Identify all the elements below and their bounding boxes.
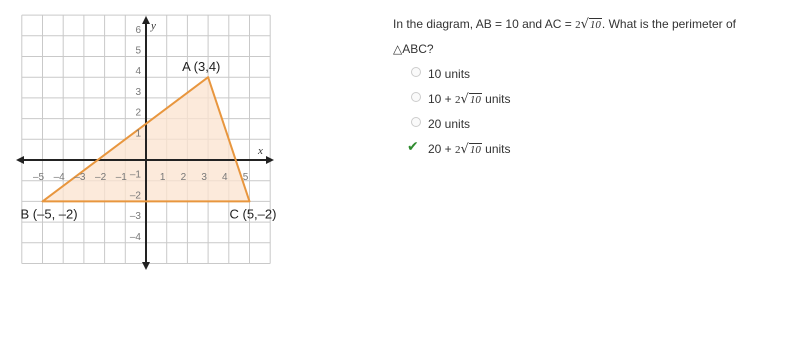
radicand: 10 <box>469 144 481 156</box>
option-text-start: 10 + <box>428 92 456 106</box>
radical-option <box>455 142 482 157</box>
y-tick-label: 2 <box>135 107 141 119</box>
radical-coefficient: 2 <box>575 19 581 31</box>
answer-option-label: 20 units <box>428 117 471 131</box>
y-tick-label: 4 <box>135 66 141 78</box>
x-tick-label: 2 <box>180 172 187 183</box>
y-tick-label: 1 <box>135 128 141 140</box>
y-tick-label: –4 <box>129 231 141 243</box>
y-tick-label: 6 <box>135 24 141 36</box>
y-axis-up-arrow-icon <box>142 16 150 24</box>
y-axis-label: y <box>151 20 156 32</box>
y-tick-label: –2 <box>129 190 141 202</box>
radical-sign: √ <box>460 92 469 107</box>
radio-circle-icon[interactable] <box>411 67 421 77</box>
answer-options <box>393 67 793 167</box>
option-text-end: units <box>481 92 511 106</box>
radical-sign: √ <box>460 142 469 157</box>
answer-option-label: 10 units <box>428 67 471 81</box>
y-tick-label: 5 <box>135 45 141 57</box>
coordinate-graph <box>0 0 290 280</box>
answer-option-1[interactable] <box>393 67 793 92</box>
question-panel <box>393 12 793 167</box>
vertex-label-b: B (–5, –2) <box>20 206 78 222</box>
graph-canvas <box>0 0 290 280</box>
radio-circle-icon[interactable] <box>411 117 421 127</box>
x-tick-label: –4 <box>53 172 65 183</box>
radicand: 10 <box>589 19 601 31</box>
option-text-start: 20 + <box>428 142 456 156</box>
radical-coefficient: 2 <box>455 144 461 156</box>
radical-coefficient: 2 <box>455 94 461 106</box>
x-tick-label: 4 <box>222 172 228 183</box>
x-axis-label: x <box>258 145 263 157</box>
vertex-label-c: C (5,–2) <box>229 206 277 222</box>
x-axis-left-arrow-icon <box>16 156 24 164</box>
y-tick-label: –3 <box>129 211 141 223</box>
y-tick-label: 3 <box>135 86 141 98</box>
y-tick-label: –1 <box>129 169 141 181</box>
checkmark-icon: ✔ <box>407 139 419 155</box>
radical-option <box>455 92 482 107</box>
answer-option-3[interactable] <box>393 117 793 142</box>
question-text-start: In the diagram, AB = 10 and AC = <box>393 17 576 31</box>
radical-sign: √ <box>580 17 589 32</box>
radicand: 10 <box>469 94 481 106</box>
radical-ac <box>575 12 602 37</box>
answer-option-label <box>428 92 511 106</box>
option-text-end: units <box>481 142 511 156</box>
x-tick-label: –2 <box>95 172 107 183</box>
answer-option-2[interactable] <box>393 92 793 117</box>
vertex-label-a: A (3,4) <box>182 59 221 75</box>
radio-circle-icon[interactable] <box>411 92 421 102</box>
x-tick-label: –1 <box>115 172 127 183</box>
y-axis-down-arrow-icon <box>142 262 150 270</box>
x-tick-label: 5 <box>242 172 249 183</box>
answer-option-4[interactable] <box>393 139 793 167</box>
x-tick-label: –3 <box>74 172 86 183</box>
question-text-end: . What is the perimeter of <box>601 17 736 31</box>
x-tick-label: –5 <box>32 172 45 183</box>
x-tick-label: 1 <box>159 172 166 183</box>
triangle-name: ABC? <box>402 42 434 56</box>
x-tick-label: 3 <box>201 172 207 183</box>
question-text <box>393 12 793 61</box>
answer-option-label <box>428 142 511 156</box>
triangle-symbol: △ <box>393 42 403 56</box>
